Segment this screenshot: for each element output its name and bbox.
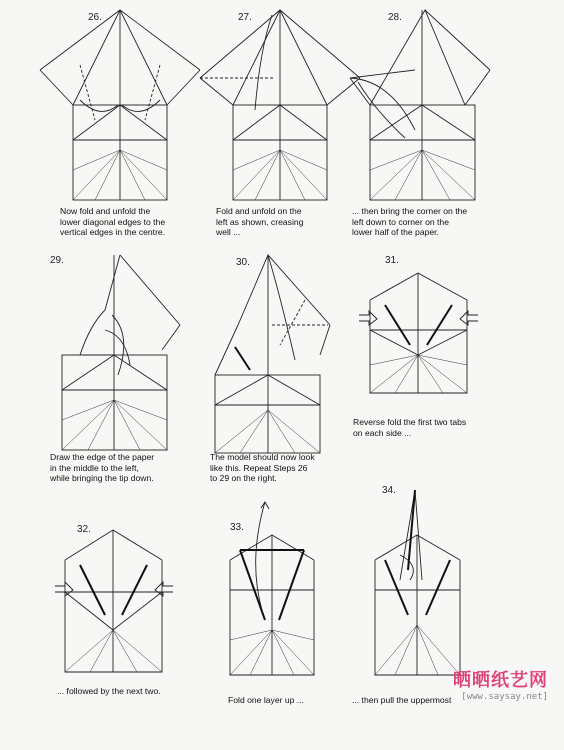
fold-arrow-right	[122, 100, 160, 111]
step-number: 29.	[50, 255, 64, 266]
step-31-diagram	[355, 255, 515, 415]
valley-fold-line-diagonal	[280, 300, 305, 345]
step-caption: Now fold and unfold the lower diagonal edges to the vertical edges in the centre.	[60, 206, 166, 237]
step-34-diagram	[360, 485, 520, 685]
step-caption: The model should now look like this. Repeat Steps 26 to 29 on the right.	[210, 452, 315, 483]
step-33-diagram	[210, 500, 370, 690]
reverse-fold-arrow-left	[359, 311, 377, 325]
step-caption: Fold one layer up ...	[228, 695, 304, 705]
step-caption: ... then bring the corner on the left down to corner on the lower half of the paper.	[352, 206, 468, 237]
reverse-fold-arrow-left	[55, 582, 73, 596]
step-caption: Draw the edge of the paper in the middle to the left, while bringing the tip down.	[50, 452, 155, 483]
step-26	[40, 10, 200, 240]
fold-arrow	[358, 82, 405, 138]
step-33	[210, 500, 370, 730]
step-number: 32.	[77, 524, 91, 535]
fold-arrow-left	[80, 100, 118, 111]
step-caption: ... then pull the uppermost	[352, 695, 452, 705]
step-number: 26.	[88, 12, 102, 23]
watermark-logo: 晒晒纸艺网	[453, 670, 548, 691]
step-number: 27.	[238, 12, 252, 23]
step-caption: Fold and unfold on the left as shown, creasing well ...	[216, 206, 304, 237]
step-number: 30.	[236, 257, 250, 268]
step-32	[55, 520, 215, 750]
step-26-diagram	[40, 10, 200, 210]
step-number: 28.	[388, 12, 402, 23]
watermark	[453, 666, 548, 702]
step-number: 31.	[385, 255, 399, 266]
diagram-base-lines	[40, 10, 200, 200]
step-32-diagram	[55, 520, 215, 680]
reverse-fold-arrow-right	[155, 582, 173, 596]
step-30-diagram	[210, 255, 370, 455]
step-31	[355, 255, 515, 485]
step-29	[50, 255, 210, 485]
watermark-url: [www.saysay.net]	[461, 692, 548, 702]
step-27	[200, 10, 360, 240]
step-28	[350, 10, 510, 240]
step-29-diagram	[50, 255, 210, 455]
step-30	[210, 255, 370, 485]
step-number: 33.	[230, 522, 244, 533]
step-caption: ... followed by the next two.	[57, 686, 161, 696]
step-27-diagram	[200, 10, 360, 210]
step-number: 34.	[382, 485, 396, 496]
step-caption: Reverse fold the first two tabs on each side ...	[353, 417, 467, 438]
reverse-fold-arrow-right	[460, 311, 478, 325]
valley-fold-line-left	[80, 65, 95, 120]
valley-fold-line-right	[145, 65, 160, 120]
step-28-diagram	[350, 10, 530, 210]
fold-up-arrow	[256, 502, 265, 610]
